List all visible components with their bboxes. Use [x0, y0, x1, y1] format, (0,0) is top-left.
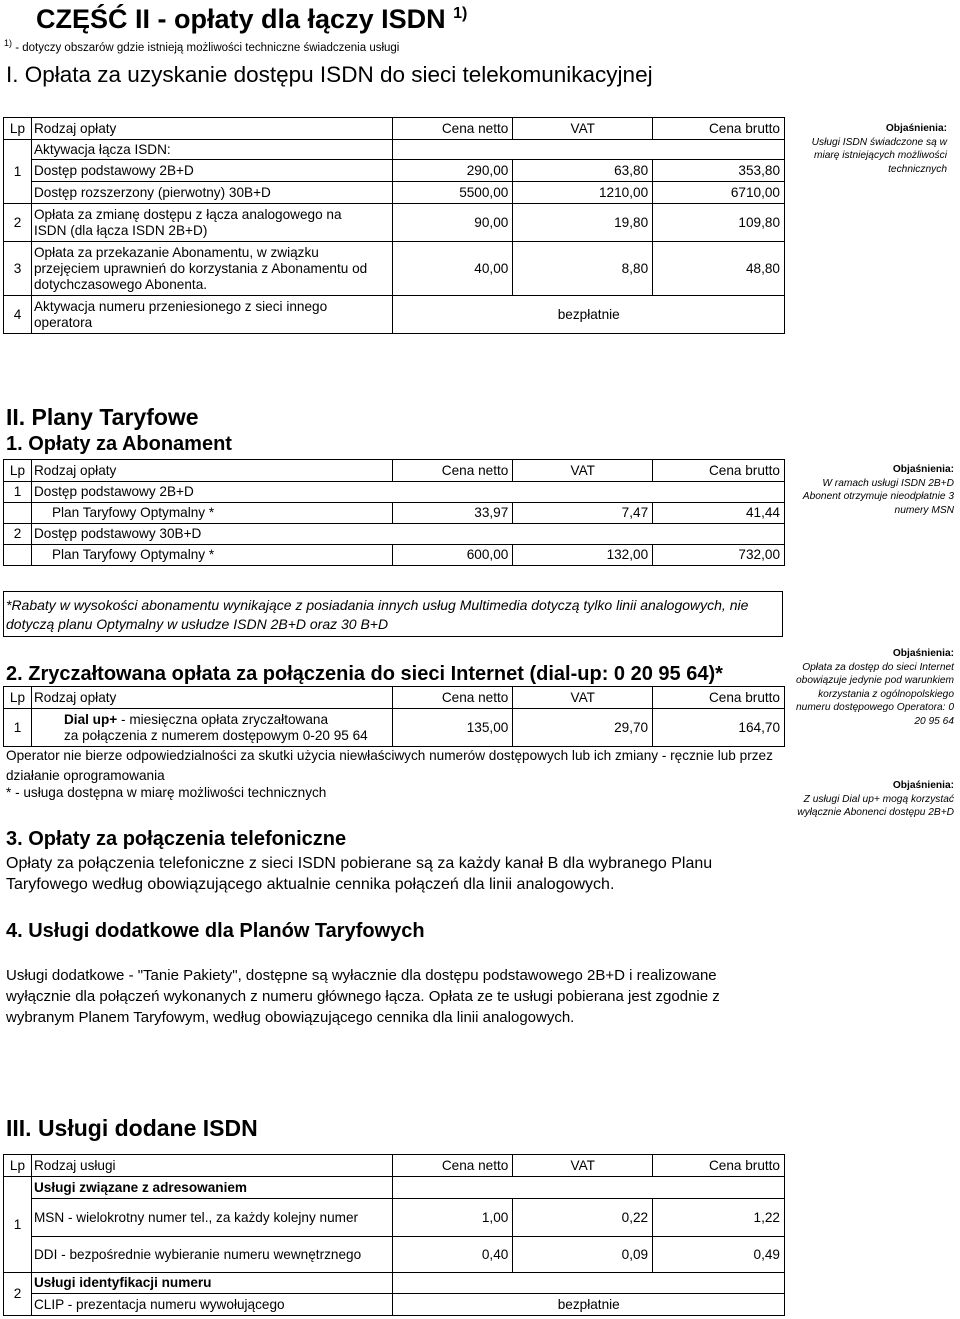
- row-gross: 6710,00: [653, 182, 785, 204]
- table-row: [4, 1237, 785, 1273]
- row-vat: 1210,00: [513, 182, 653, 204]
- row-name: Aktywacja łącza ISDN:: [31, 140, 393, 160]
- row-gross: 41,44: [653, 503, 785, 524]
- row-lp: 3: [4, 242, 32, 296]
- group-title: Usługi identyfikacji numeru: [31, 1273, 393, 1294]
- table-row: [4, 709, 785, 747]
- row-gross: 48,80: [653, 242, 785, 296]
- row-lp: 2: [4, 524, 32, 545]
- row-name: Dostęp rozszerzony (pierwotny) 30B+D: [31, 182, 393, 204]
- table-header: [4, 118, 785, 140]
- footnote-text: - dotyczy obszarów gdzie istnieją możliwości techniczne świadczenia usługi: [15, 41, 400, 54]
- table-row: [4, 1199, 785, 1237]
- header-net: Cena netto: [393, 1155, 513, 1177]
- header-lp: Lp: [4, 460, 32, 482]
- header-lp: Lp: [4, 118, 32, 140]
- table-row: [4, 182, 785, 204]
- row-net: 1,00: [393, 1199, 513, 1237]
- header-lp: Lp: [4, 687, 32, 709]
- sub3-text: Opłaty za połączenia telefoniczne z sieci ISDN pobierane są za każdy kanał B dla wybranego Planu Taryfowego według obowiązującego aktualnie cennika połączeń dla linii analogowych.: [6, 855, 713, 893]
- row-vat: 0,09: [513, 1237, 653, 1273]
- row-gross: 732,00: [653, 545, 785, 566]
- row-vat: 8,80: [513, 242, 653, 296]
- note-title: Objaśnienia:: [892, 780, 954, 791]
- note-title: Objaśnienia:: [892, 464, 954, 475]
- table-row: [4, 503, 785, 524]
- sub3-title: 3. Opłaty za połączenia telefoniczne: [6, 828, 347, 850]
- table-row: [4, 1273, 785, 1294]
- table-row: [4, 482, 785, 503]
- row-net: 40,00: [393, 242, 513, 296]
- dialup-note-2: [795, 779, 958, 820]
- header-net: Cena netto: [393, 687, 513, 709]
- row-name: Dostęp podstawowy 2B+D: [31, 160, 393, 182]
- row-net: 290,00: [393, 160, 513, 182]
- row-vat: 63,80: [513, 160, 653, 182]
- row-net: 5500,00: [393, 182, 513, 204]
- group-title: Usługi związane z adresowaniem: [31, 1177, 393, 1199]
- table-row: [4, 204, 785, 242]
- section3-title: III. Usługi dodane ISDN: [6, 1115, 258, 1141]
- row-name: DDI - bezpośrednie wybieranie numeru wewnętrznego: [31, 1237, 393, 1273]
- dialup-table: [3, 686, 785, 747]
- footnote: [4, 38, 399, 54]
- row-vat: 29,70: [513, 709, 653, 747]
- row-gross: 164,70: [653, 709, 785, 747]
- section2-title: II. Plany Taryfowe: [6, 404, 199, 430]
- table-row: [4, 524, 785, 545]
- header-vat: VAT: [513, 460, 653, 482]
- header-name: Rodzaj opłaty: [31, 687, 393, 709]
- row-lp: 1: [4, 140, 32, 204]
- sub2-title: 2. Zryczałtowana opłata za połączenia do sieci Internet (dial-up: 0 20 95 64)*: [6, 663, 723, 685]
- row-free: bezpłatnie: [393, 1294, 785, 1316]
- row-lp: 1: [4, 709, 32, 747]
- row-gross: 0,49: [653, 1237, 785, 1273]
- header-vat: VAT: [513, 1155, 653, 1177]
- row-lp: 4: [4, 296, 32, 334]
- dialup-note: [795, 647, 958, 728]
- added-services-table: [3, 1154, 785, 1316]
- header-name: Rodzaj usługi: [31, 1155, 393, 1177]
- note-text: Z usługi Dial up+ mogą korzystać wyłącznie Abonenci dostępu 2B+D: [797, 793, 954, 818]
- note-title: Objaśnienia:: [885, 123, 947, 134]
- table-row: [4, 242, 785, 296]
- table-row: [4, 545, 785, 566]
- row-name: Opłata za przekazanie Abonamentu, w związku przejęciem uprawnień do korzystania z Abonamentu od dotychczasowego Abonenta.: [31, 242, 393, 296]
- sub4-text: Usługi dodatkowe - "Tanie Pakiety", dostępne są wyłacznie dla dostępu podstawowego 2B+D i realizowane wyłącznie dla połączeń wykonanych z numeru głównego łącza. Opłata ze te usługi pobierana jest zgodnie z wybranym Planem Taryfowym, według obowiązującego cennika dla linii analogowych.: [6, 967, 720, 1026]
- row-net: 90,00: [393, 204, 513, 242]
- row-plan: Plan Taryfowy Optymalny *: [31, 503, 392, 524]
- table-row: [4, 296, 785, 334]
- note-text: Opłata za dostęp do sieci Internet obowiązuje jedynie pod warunkiem korzystania z ogólnopolskiego numeru dostępowego Operatora: 0 20 95 64: [795, 661, 954, 727]
- row-net: 135,00: [393, 709, 513, 747]
- row-vat: 0,22: [513, 1199, 653, 1237]
- footnote-marker: 1): [4, 38, 13, 48]
- note-text: Usługi ISDN świadczone są w miarę istniejących możliwości technicznych: [811, 136, 947, 175]
- row-name: Opłata za zmianę dostępu z łącza analogowego na ISDN (dla łącza ISDN 2B+D): [31, 204, 393, 242]
- sub4-title: 4. Usługi dodatkowe dla Planów Taryfowych: [6, 920, 425, 942]
- header-net: Cena netto: [393, 118, 513, 140]
- table-header: [4, 687, 785, 709]
- header-lp: Lp: [4, 1155, 32, 1177]
- row-name: CLIP - prezentacja numeru wywołującego: [31, 1294, 393, 1316]
- table-header: [4, 1155, 785, 1177]
- sub1-title: 1. Opłaty za Abonament: [6, 433, 232, 455]
- row-gross: 109,80: [653, 204, 785, 242]
- header-name: Rodzaj opłaty: [31, 118, 393, 140]
- row-name-line2: za połączenia z numerem dostępowym 0-20 95 64: [63, 727, 368, 743]
- section2-note: [795, 463, 958, 517]
- row-name-rest: - miesięczna opłata zryczałtowana: [117, 711, 329, 727]
- access-fee-table: [3, 117, 785, 334]
- table-row: [4, 140, 785, 160]
- header-gross: Cena brutto: [653, 1155, 785, 1177]
- header-gross: Cena brutto: [653, 118, 785, 140]
- header-vat: VAT: [513, 118, 653, 140]
- row-lp: 2: [4, 204, 32, 242]
- row-free: bezpłatnie: [393, 296, 785, 334]
- row-net: 33,97: [393, 503, 513, 524]
- part-title-footnote-mark: 1): [453, 5, 468, 22]
- header-gross: Cena brutto: [653, 687, 785, 709]
- row-lp: 2: [4, 1273, 32, 1316]
- subscription-table: [3, 459, 785, 566]
- row-lp: 1: [4, 1177, 32, 1273]
- header-gross: Cena brutto: [653, 460, 785, 482]
- row-gross: 353,80: [653, 160, 785, 182]
- row-net: 0,40: [393, 1237, 513, 1273]
- row-name: Aktywacja numeru przeniesionego z sieci innego operatora: [31, 296, 393, 334]
- row-name: [31, 709, 393, 747]
- operator-note: Operator nie bierze odpowiedzialności za skutki użycia niewłaściwych numerów dostępowych lub ich zmiany - ręcznie lub przez działanie oprogramowania: [6, 748, 773, 783]
- row-name: Dostęp podstawowy 2B+D: [31, 482, 784, 503]
- availability-note: * - usługa dostępna w miarę możliwości technicznych: [6, 785, 327, 800]
- row-name: Dostęp podstawowy 30B+D: [31, 524, 784, 545]
- table-header: [4, 460, 785, 482]
- section1-title: I. Opłata za uzyskanie dostępu ISDN do sieci telekomunikacyjnej: [6, 62, 653, 87]
- table-row: [4, 160, 785, 182]
- row-plan: Plan Taryfowy Optymalny *: [31, 545, 392, 566]
- note-text: W ramach usługi ISDN 2B+D Abonent otrzymuje nieodpłatnie 3 numery MSN: [802, 477, 954, 516]
- rabat-note: *Rabaty w wysokości abonamentu wynikające z posiadania innych usług Multimedia dotyczą tylko linii analogowych, nie dotyczą planu Optymalny w usłudze ISDN 2B+D oraz 30 B+D: [3, 591, 783, 637]
- row-vat: 7,47: [513, 503, 653, 524]
- table-row: [4, 1177, 785, 1199]
- part-title: [36, 4, 467, 35]
- section1-note: [790, 122, 955, 176]
- row-vat: 19,80: [513, 204, 653, 242]
- part-title-text: CZĘŚĆ II - opłaty dla łączy ISDN: [36, 4, 446, 34]
- row-name-bold: Dial up+: [63, 711, 118, 727]
- header-name: Rodzaj opłaty: [31, 460, 392, 482]
- row-name: MSN - wielokrotny numer tel., za każdy kolejny numer: [31, 1199, 393, 1237]
- row-net: 600,00: [393, 545, 513, 566]
- note-title: Objaśnienia:: [892, 648, 954, 659]
- row-lp: 1: [4, 482, 32, 503]
- row-gross: 1,22: [653, 1199, 785, 1237]
- header-vat: VAT: [513, 687, 653, 709]
- table-row: [4, 1294, 785, 1316]
- row-vat: 132,00: [513, 545, 653, 566]
- header-net: Cena netto: [393, 460, 513, 482]
